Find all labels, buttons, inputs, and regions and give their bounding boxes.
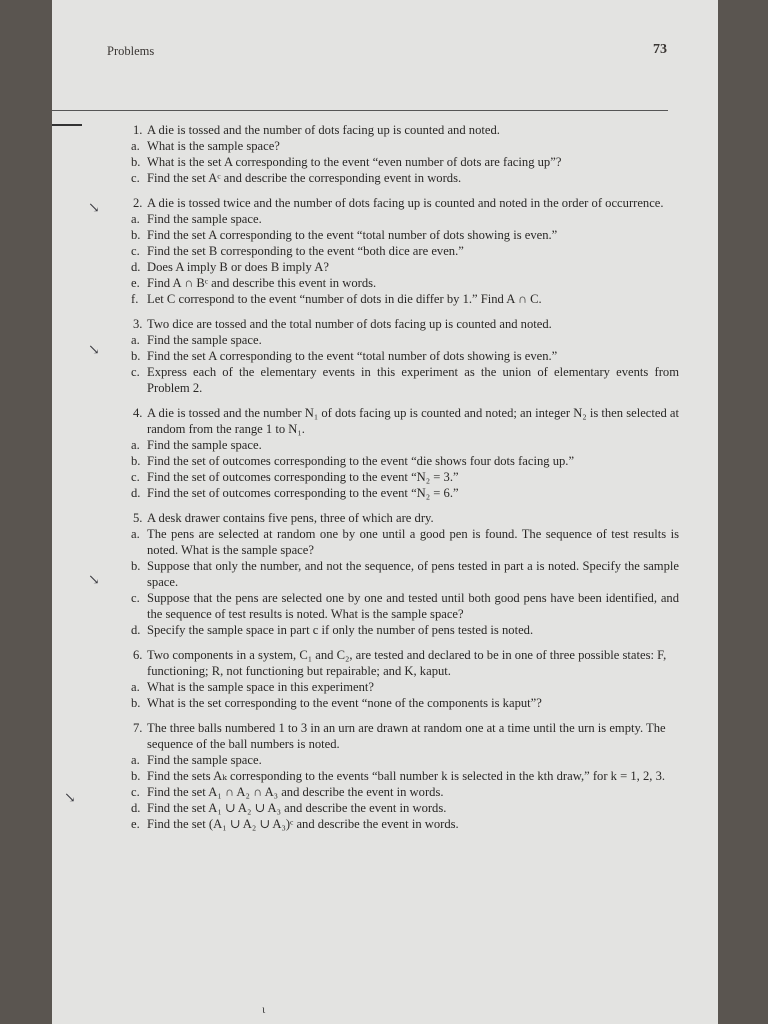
problem-part xyxy=(107,138,679,154)
problem-text: A desk drawer contains five pens, three of which are dry. xyxy=(147,511,434,525)
part-text: Find the set Aᶜ and describe the corresponding event in words. xyxy=(147,171,462,185)
part-text: Express each of the elementary events in this experiment as the union of elementary events from Problem 2. xyxy=(147,365,679,395)
problem-text: The three balls numbered 1 to 3 in an urn are drawn at random one at a time until the urn is empty. The sequence of the ball numbers is noted. xyxy=(147,721,666,751)
part-label: b. xyxy=(131,454,141,468)
part-label: c. xyxy=(131,365,140,379)
part-text: Find the set A₁ ∩ A₂ ∩ A₃ and describe the event in words. xyxy=(147,785,444,799)
part-label: d. xyxy=(131,623,141,637)
part-label: d. xyxy=(131,801,141,815)
problem-text: A die is tossed and the number N₁ of dots facing up is counted and noted; an integer N₂ is then selected at random from the range 1 to N₁. xyxy=(147,406,679,436)
part-text: What is the sample space in this experiment? xyxy=(147,680,374,694)
part-label: b. xyxy=(131,155,141,169)
problem-part xyxy=(107,526,679,558)
problem-text: Two dice are tossed and the total number of dots facing up is counted and noted. xyxy=(147,317,552,331)
part-text: Find the set of outcomes corresponding to the event “N₂ = 6.” xyxy=(147,486,459,500)
problem-statement xyxy=(107,316,679,332)
problem-number: 2. xyxy=(133,196,143,210)
pencil-tick-mark-icon: ↘ xyxy=(88,573,100,588)
part-label: d. xyxy=(131,260,141,274)
problem-4 xyxy=(107,405,679,501)
problem-statement xyxy=(107,122,679,138)
part-text: Find the set A corresponding to the event “total number of dots showing is even.” xyxy=(147,228,558,242)
problem-number: 5. xyxy=(133,511,143,525)
problem-number: 1. xyxy=(133,123,143,137)
problem-3 xyxy=(107,316,679,396)
problem-1 xyxy=(107,122,679,186)
problem-statement xyxy=(107,510,679,526)
problem-part xyxy=(107,679,679,695)
problem-part xyxy=(107,622,679,638)
pencil-tick-mark-icon: ↘ xyxy=(88,201,100,216)
problem-number: 3. xyxy=(133,317,143,331)
problem-part xyxy=(107,558,679,590)
part-label: a. xyxy=(131,753,140,767)
part-text: Find A ∩ Bᶜ and describe this event in words. xyxy=(147,276,377,290)
part-text: Find the sets Aₖ corresponding to the events “ball number k is selected in the kth draw,” for k = 1, 2, 3. xyxy=(147,769,666,783)
part-label: c. xyxy=(131,785,140,799)
problem-part xyxy=(107,154,679,170)
header-rule xyxy=(52,110,668,111)
part-text: What is the set corresponding to the event “none of the components is kaput”? xyxy=(147,696,542,710)
problem-part xyxy=(107,485,679,501)
problem-part xyxy=(107,695,679,711)
part-label: f. xyxy=(131,292,139,306)
problem-text: Two components in a system, C₁ and C₂, are tested and declared to be in one of three possible states: F, functioning; R, not functioning but repairable; and K, kaput. xyxy=(147,648,667,678)
margin-mark xyxy=(52,124,82,126)
part-label: a. xyxy=(131,139,140,153)
problem-part xyxy=(107,437,679,453)
problem-number: 6. xyxy=(133,648,143,662)
part-label: a. xyxy=(131,438,140,452)
problem-6 xyxy=(107,647,679,711)
part-text: Find the sample space. xyxy=(147,212,262,226)
problem-number: 4. xyxy=(133,406,143,420)
part-text: Does A imply B or does B imply A? xyxy=(147,260,329,274)
problem-statement xyxy=(107,720,679,752)
problem-7 xyxy=(107,720,679,832)
part-label: b. xyxy=(131,228,141,242)
part-label: a. xyxy=(131,527,140,541)
problem-part xyxy=(107,816,679,832)
problem-statement xyxy=(107,647,679,679)
part-text: Find the set B corresponding to the event “both dice are even.” xyxy=(147,244,464,258)
problem-text: A die is tossed and the number of dots facing up is counted and noted. xyxy=(147,123,500,137)
problem-statement xyxy=(107,405,679,437)
part-text: Find the set of outcomes corresponding to the event “N₂ = 3.” xyxy=(147,470,459,484)
part-label: b. xyxy=(131,696,141,710)
part-label: a. xyxy=(131,680,140,694)
problem-part xyxy=(107,768,679,784)
problem-part xyxy=(107,211,679,227)
part-text: The pens are selected at random one by one until a good pen is found. The sequence of test results is noted. What is the sample space? xyxy=(147,527,679,557)
part-text: Find the set of outcomes corresponding to the event “die shows four dots facing up.” xyxy=(147,454,575,468)
problem-statement xyxy=(107,195,679,211)
part-text: What is the set A corresponding to the event “even number of dots are facing up”? xyxy=(147,155,562,169)
problem-part xyxy=(107,453,679,469)
problem-part xyxy=(107,364,679,396)
problem-part xyxy=(107,170,679,186)
problem-part xyxy=(107,590,679,622)
problem-part xyxy=(107,275,679,291)
problem-number: 7. xyxy=(133,721,143,735)
problem-part xyxy=(107,752,679,768)
problem-5 xyxy=(107,510,679,638)
part-label: c. xyxy=(131,591,140,605)
pencil-mark: ɩ xyxy=(262,1002,266,1016)
part-label: c. xyxy=(131,470,140,484)
part-label: a. xyxy=(131,212,140,226)
part-label: a. xyxy=(131,333,140,347)
part-label: b. xyxy=(131,559,141,573)
pencil-tick-mark-icon: ↘ xyxy=(88,343,100,358)
part-label: b. xyxy=(131,769,141,783)
part-label: d. xyxy=(131,486,141,500)
part-text: Find the sample space. xyxy=(147,753,262,767)
part-label: c. xyxy=(131,244,140,258)
problem-part xyxy=(107,291,679,307)
part-text: Find the sample space. xyxy=(147,333,262,347)
part-text: Find the sample space. xyxy=(147,438,262,452)
page-number: 73 xyxy=(653,42,667,57)
part-label: b. xyxy=(131,349,141,363)
problem-part xyxy=(107,332,679,348)
problem-part xyxy=(107,259,679,275)
pencil-tick-mark-icon: ↘ xyxy=(64,791,76,806)
part-text: Find the set (A₁ ∪ A₂ ∪ A₃)ᶜ and describe the event in words. xyxy=(147,817,459,831)
problem-part xyxy=(107,800,679,816)
problem-text: A die is tossed twice and the number of dots facing up is counted and noted in the order of occurrence. xyxy=(147,196,664,210)
problem-part xyxy=(107,243,679,259)
problem-list xyxy=(107,122,679,841)
problem-part xyxy=(107,784,679,800)
section-title: Problems xyxy=(107,44,155,58)
part-text: Suppose that the pens are selected one by one and tested until both good pens have been identified, and the sequence of test results is noted. What is the sample space? xyxy=(147,591,679,621)
part-label: e. xyxy=(131,276,140,290)
problem-part xyxy=(107,227,679,243)
part-text: Suppose that only the number, and not the sequence, of pens tested in part a is noted. Specify the sample space. xyxy=(147,559,679,589)
part-text: Let C correspond to the event “number of dots in die differ by 1.” Find A ∩ C. xyxy=(147,292,542,306)
part-text: Find the set A₁ ∪ A₂ ∪ A₃ and describe the event in words. xyxy=(147,801,447,815)
problem-part xyxy=(107,469,679,485)
problem-2 xyxy=(107,195,679,307)
part-text: Find the set A corresponding to the event “total number of dots showing is even.” xyxy=(147,349,558,363)
problem-part xyxy=(107,348,679,364)
part-text: What is the sample space? xyxy=(147,139,280,153)
part-label: e. xyxy=(131,817,140,831)
book-page xyxy=(52,0,718,1024)
part-text: Specify the sample space in part c if only the number of pens tested is noted. xyxy=(147,623,534,637)
part-label: c. xyxy=(131,171,140,185)
